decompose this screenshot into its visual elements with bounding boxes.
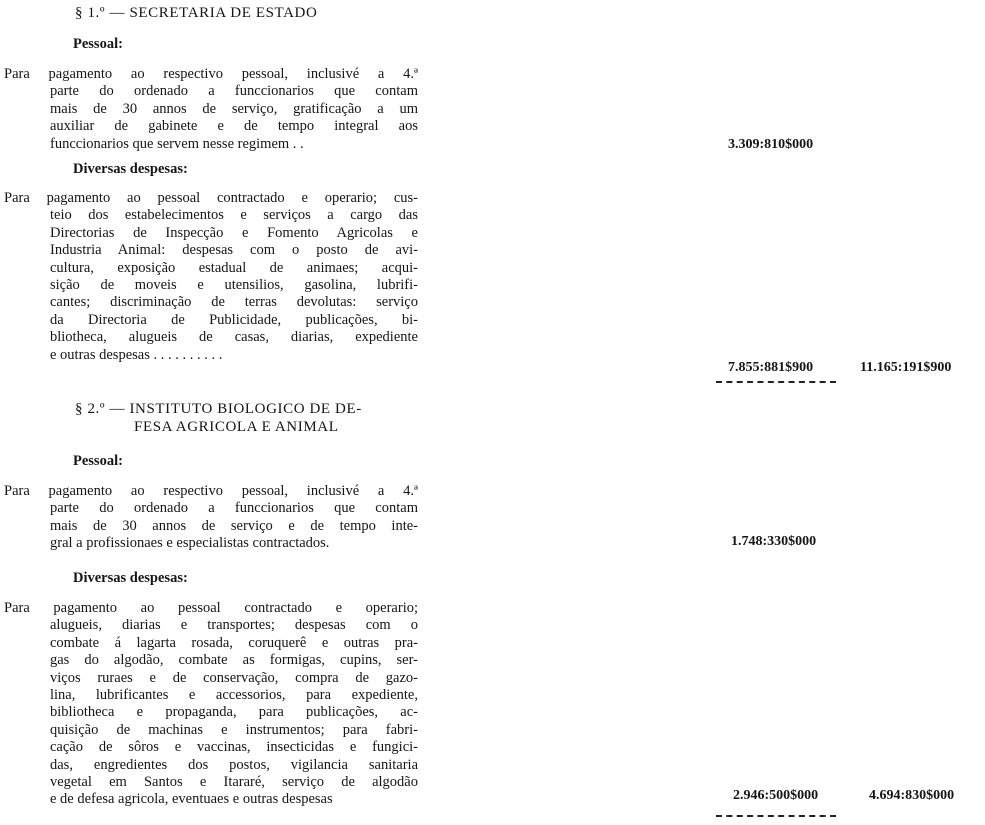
section-2-diversas-text	[4, 600, 418, 809]
section-2-diversas-label: Diversas despesas:	[73, 570, 188, 586]
text-line: e de defesa agricola, eventuaes e outras despesas	[50, 791, 333, 808]
text-line: bliotheca, alugueis de casas, diarias, expediente	[50, 329, 418, 346]
text-line: vegetal em Santos e Itararé, serviço de algodão	[50, 773, 418, 790]
section-2-total: 4.694:830$000	[869, 788, 955, 803]
text-line: sição de moveis e utensilios, gasolina, lubrifi-	[50, 276, 418, 293]
sum-rule	[716, 815, 836, 817]
section-1-heading: § 1.º — SECRETARIA DE ESTADO	[75, 5, 318, 21]
text-line: parte do ordenado a funccionarios que contam	[50, 83, 418, 100]
text-line: combate á lagarta rosada, coruquerê e outras pra-	[50, 634, 418, 651]
text-line: quisição de machinas e instrumentos; para fabri-	[50, 721, 418, 738]
text-line: mais de 30 annos de serviço, gratificação a um	[50, 100, 418, 117]
section-2-pessoal-text	[4, 483, 418, 553]
sum-rule	[716, 381, 836, 383]
text-line: Directorias de Inspecção e Fomento Agricolas e	[50, 224, 418, 241]
section-1-diversas-text	[4, 190, 418, 364]
text-line: Para pagamento ao respectivo pessoal, inclusivé a 4.ª	[4, 483, 418, 499]
text-line: das, engredientes dos postos, vigilancia sanitaria	[50, 756, 418, 773]
section-1-total: 11.165:191$900	[860, 360, 952, 375]
text-line: Para pagamento ao pessoal contractado e operario; cus-	[4, 190, 418, 206]
section-2-pessoal-label: Pessoal:	[73, 453, 123, 469]
text-line: Para pagamento ao pessoal contractado e operario;	[4, 600, 418, 616]
text-line: cantes; discriminação de terras devolutas: serviço	[50, 294, 418, 311]
section-1-pessoal-amount: 3.309:810$000	[728, 137, 814, 152]
section-2-diversas-amount: 2.946:500$000	[733, 788, 819, 803]
text-line: gas do algodão, combate as formigas, cupins, ser-	[50, 652, 418, 669]
text-line: da Directoria de Publicidade, publicações, bi-	[50, 311, 418, 328]
section-1-pessoal-text	[4, 66, 418, 153]
text-line: teio dos estabelecimentos e serviços a cargo das	[50, 207, 418, 224]
text-line: auxiliar de gabinete e de tempo integral aos	[50, 118, 418, 135]
text-line: Industria Animal: despesas com o posto de avi-	[50, 242, 418, 259]
text-line: parte do ordenado a funccionarios que contam	[50, 500, 418, 517]
text-line: gral a profissionaes e especialistas contractados.	[50, 535, 330, 552]
section-2-heading-line-2: FESA AGRICOLA E ANIMAL	[134, 419, 339, 435]
section-2-heading-line-1: § 2.º — INSTITUTO BIOLOGICO DE DE-	[75, 401, 362, 417]
text-line: e outras despesas . . . . . . . . . .	[50, 346, 223, 363]
text-line: alugueis, diarias e transportes; despesas com o	[50, 617, 418, 634]
text-line: lina, lubrificantes e accessorios, para expediente,	[50, 686, 418, 703]
text-line: viços ruraes e de conservação, compra de gazo-	[50, 669, 418, 686]
text-line: cultura, exposição estadual de animaes; acqui-	[50, 259, 418, 276]
text-line: mais de 30 annos de serviço e de tempo inte-	[50, 517, 418, 534]
section-2-pessoal-amount: 1.748:330$000	[731, 534, 817, 549]
text-line: bibliotheca e propaganda, para publicações, ac-	[50, 704, 418, 721]
text-line: Para pagamento ao respectivo pessoal, inclusivé a 4.ª	[4, 66, 418, 82]
section-1-diversas-amount: 7.855:881$900	[728, 360, 814, 375]
section-1-pessoal-label: Pessoal:	[73, 36, 123, 52]
section-1-diversas-label: Diversas despesas:	[73, 161, 188, 177]
text-line: funccionarios que servem nesse regimem . .	[50, 135, 304, 152]
text-line: cação de sôros e vaccinas, insecticidas e fungici-	[50, 739, 418, 756]
